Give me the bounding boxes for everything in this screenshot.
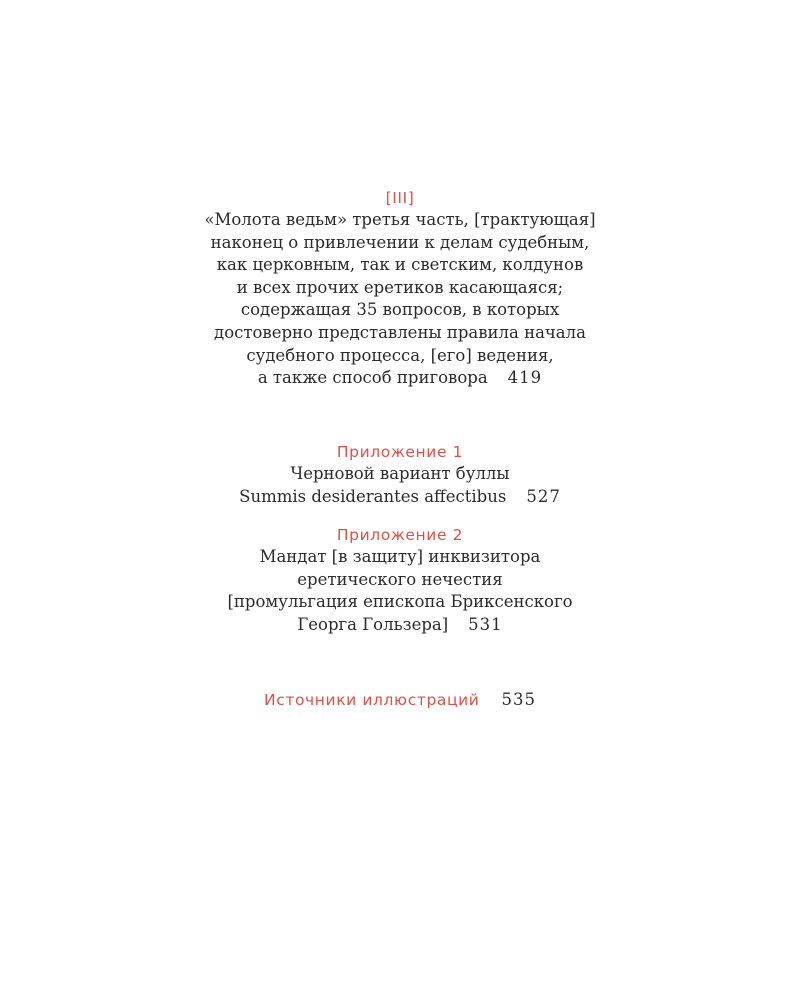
section-heading-appendix-2: Приложение 2: [336, 526, 464, 544]
entry-line: еретического нечестия: [297, 569, 503, 589]
entry-line: Черновой вариант буллы: [290, 464, 510, 483]
entry-line: содержащая 35 вопросов, в которых: [240, 300, 560, 320]
entry-line-last: [0, 486, 800, 509]
section-heading-part-3: [III]: [385, 189, 415, 207]
entry-line: и всех прочих еретиков касающаяся;: [236, 277, 564, 297]
entry-line-last: [0, 367, 800, 390]
toc-entry-part-3: [0, 187, 800, 390]
entry-line-text: Summis desiderantes affectibus: [239, 486, 507, 506]
section-heading-appendix-1: Приложение 1: [336, 443, 464, 461]
section-heading-illustration-sources[interactable]: Источники иллюстраций: [264, 691, 480, 709]
page-number[interactable]: 535: [501, 690, 536, 709]
entry-line-last: [0, 614, 800, 637]
page-number[interactable]: 527: [526, 486, 561, 506]
entry-line: судебного процесса, [его] ведения,: [246, 345, 554, 365]
entry-line: Мандат [в защиту] инквизитора: [259, 547, 541, 566]
page-number[interactable]: 419: [507, 368, 543, 388]
toc-entry-illustration-sources: [0, 689, 800, 716]
entry-line: наконец о привлечении к делам судебным,: [210, 232, 590, 252]
entry-line-text: а также способ приговора: [257, 368, 488, 388]
toc-entry-appendix-1: [0, 441, 800, 508]
entry-line: «Молота ведьм» третья часть, [трактующая]: [204, 210, 596, 229]
entry-line: [промульгация епископа Бриксенского: [227, 592, 573, 612]
entry-line: как церковным, так и светским, колдунов: [216, 255, 584, 275]
entry-line-text: Георга Гользера]: [297, 614, 449, 634]
page-number[interactable]: 531: [468, 614, 503, 634]
entry-line: достоверно представлены правила начала: [214, 322, 586, 342]
toc-entry-appendix-2: [0, 524, 800, 636]
